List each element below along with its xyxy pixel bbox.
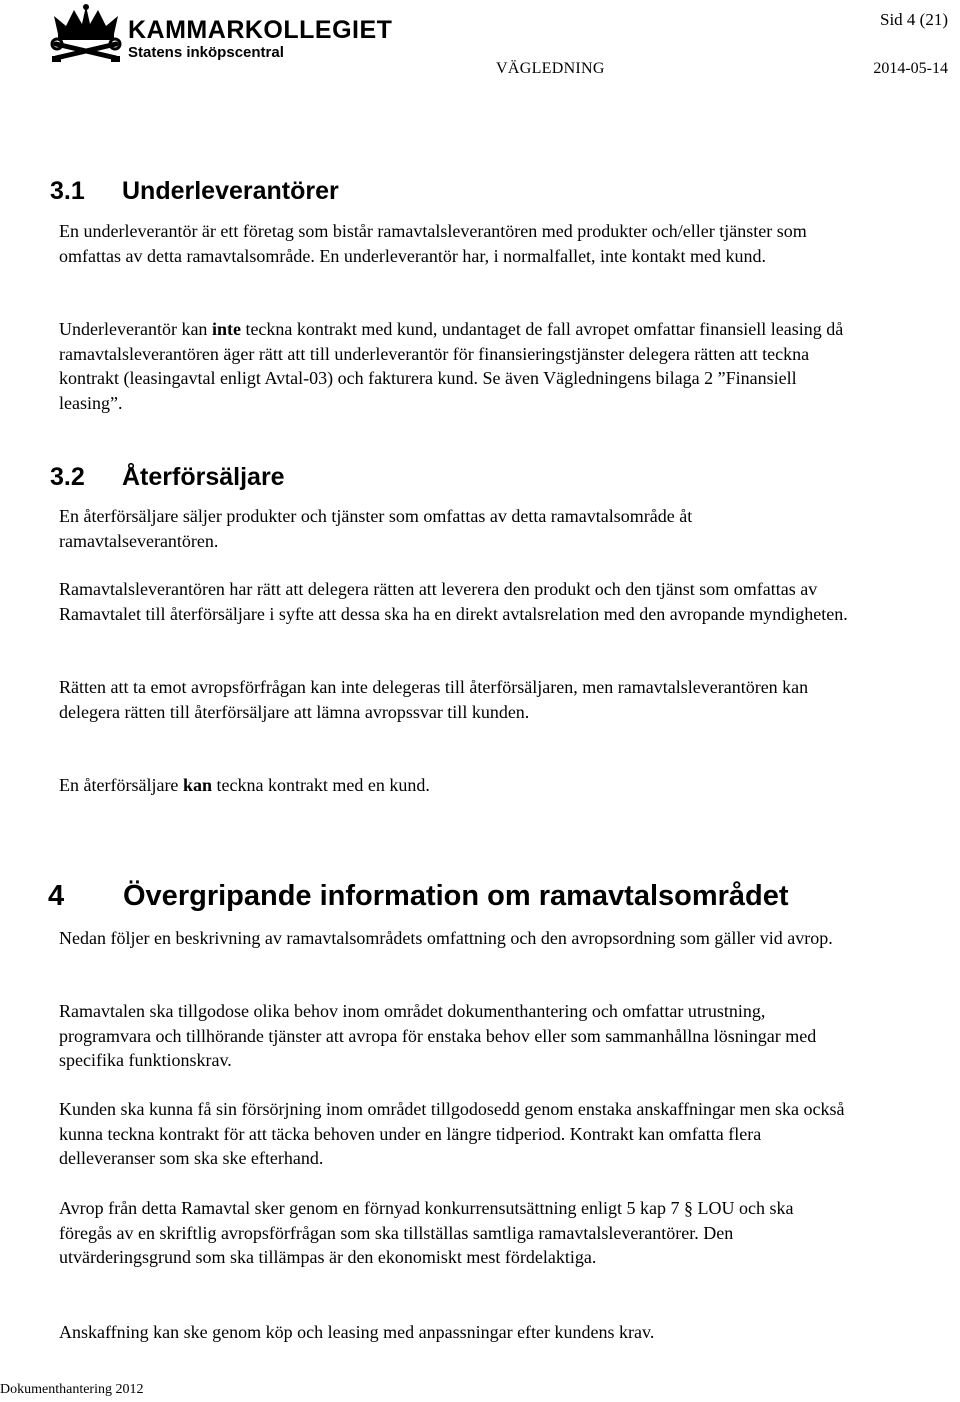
section-title: Övergripande information om ramavtalsområdet xyxy=(123,880,789,912)
paragraph: En underleverantör är ett företag som bistår ramavtalsleverantören med produkter och/eller tjänster som omfattas av detta ramavtalsområde. En underleverantör har, i normalfallet, inte kontakt med kund. xyxy=(59,221,807,266)
paragraph: Ramavtalsleverantören har rätt att delegera rätten att leverera den produkt och den tjänst som omfattas av Ramavtalet till återförsäljare i syfte att dessa ska ha en direkt avtalsrelation med den avropande myndigheten. xyxy=(59,579,848,624)
kammarkollegiet-logo xyxy=(48,4,393,66)
paragraph: Anskaffning kan ske genom köp och leasing med anpassningar efter kundens krav. xyxy=(59,1322,655,1342)
footer-text: Dokumenthantering 2012 xyxy=(0,1382,144,1397)
page-number: Sid 4 (21) xyxy=(880,10,948,29)
section-heading-3-2 xyxy=(50,462,285,492)
section-number: 3.1 xyxy=(50,177,85,205)
paragraph: Avrop från detta Ramavtal sker genom en förnyad konkurrensutsättning enligt 5 kap 7 § LOU och ska föregås av en skriftlig avropsförfrågan som ska tillställas samtliga ramavtalsleverantörer. Den utvärderingsgrund som ska tillämpas är den ekonomiskt mest fördelaktiga. xyxy=(59,1198,794,1267)
paragraph: Nedan följer en beskrivning av ramavtalsområdets omfattning och den avropsordning som gäller vid avrop. xyxy=(59,928,833,948)
section-title: Återförsäljare xyxy=(122,463,285,491)
section-number: 4 xyxy=(48,880,65,912)
section-number: 3.2 xyxy=(50,463,85,491)
paragraph: Underleverantör kan inte teckna kontrakt med kund, undantaget de fall avropet omfattar finansiell leasing då ramavtalsleverantören äger rätt att till underleverantör för finansieringstjänster delegera rätten att teckna kontrakt (leasingavtal enligt Avtal-03) och fakturera kund. Se även Vägledningens bilaga 2 ”Finansiell leasing”. xyxy=(59,319,844,413)
paragraph: Rätten att ta emot avropsförfrågan kan inte delegeras till återförsäljaren, men ramavtalsleverantören kan delegera rätten till återförsäljare att lämna avropssvar till kunden. xyxy=(59,677,809,722)
logo-subtitle: Statens inköpscentral xyxy=(128,44,284,61)
emphasis: inte xyxy=(211,319,241,339)
paragraph: En återförsäljare kan teckna kontrakt med en kund. xyxy=(59,775,430,795)
crown-emblem-icon xyxy=(48,4,124,66)
logo-name: KAMMARKOLLEGIET xyxy=(128,16,393,44)
paragraph: Kunden ska kunna få sin försörjning inom området tillgodosedd genom enstaka anskaffningar men ska också kunna teckna kontrakt för att täcka behoven under en längre tidperiod. Kontrakt kan omfatta flera delleveranser som ska ske efterhand. xyxy=(59,1099,845,1168)
document-type: VÄGLEDNING xyxy=(496,60,605,77)
paragraph: En återförsäljare säljer produkter och tjänster som omfattas av detta ramavtalsområde åt ramavtalseverantören. xyxy=(59,506,693,551)
section-heading-3-1 xyxy=(50,176,339,206)
document-date: 2014-05-14 xyxy=(873,60,948,77)
emphasis: kan xyxy=(182,775,212,795)
paragraph: Ramavtalen ska tillgodose olika behov inom området dokumenthantering och omfattar utrustning, programvara och tillhörande tjänster att avropa för enstaka behov eller som sammanhållna lösningar med specifika funktionskrav. xyxy=(59,1001,817,1070)
section-heading-4 xyxy=(48,879,789,913)
section-title: Underleverantörer xyxy=(122,177,339,205)
